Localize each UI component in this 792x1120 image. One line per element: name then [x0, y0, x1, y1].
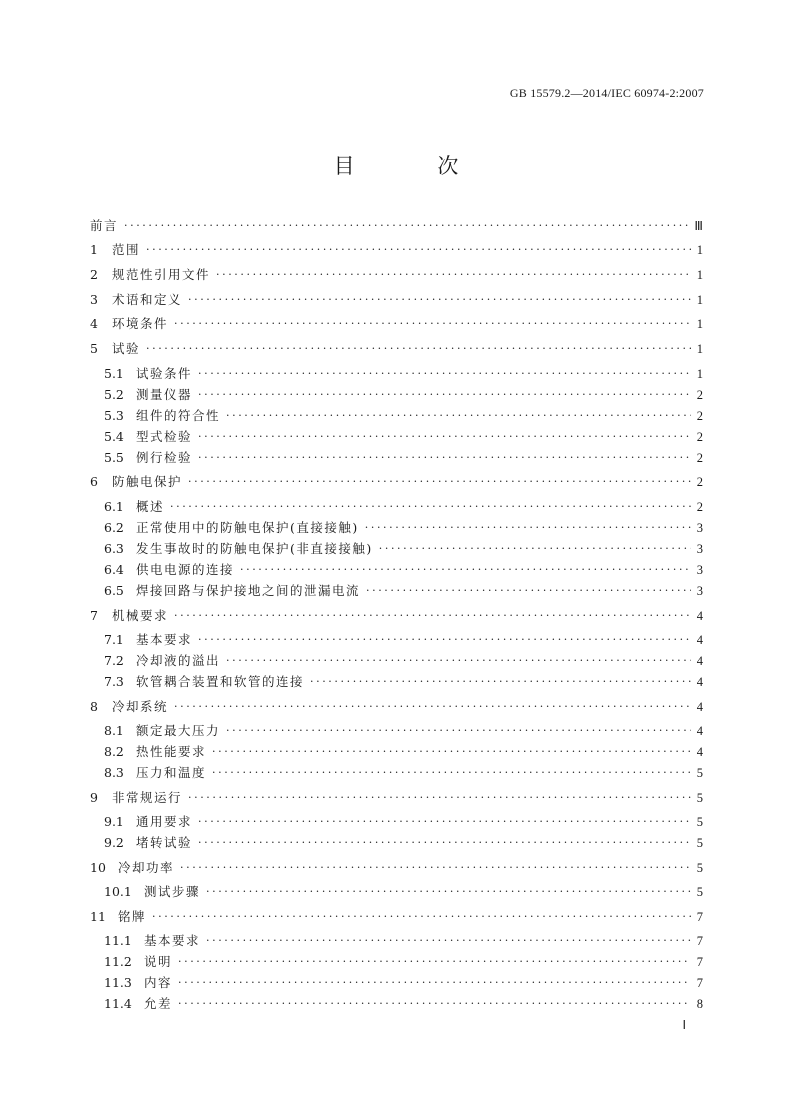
toc-entry-page: 1	[696, 268, 703, 282]
toc-entry-page: 2	[696, 500, 703, 514]
toc-entry-page: 4	[696, 724, 703, 738]
dot-leader	[212, 742, 691, 762]
toc-entry[interactable]	[104, 882, 703, 902]
toc-entry-number: 11.4	[104, 996, 132, 1011]
dot-leader	[152, 907, 691, 927]
toc-entry[interactable]	[90, 472, 703, 492]
toc-entry-label: 组件的符合性	[136, 408, 221, 423]
dot-leader	[174, 314, 691, 334]
dot-leader	[226, 721, 691, 741]
toc-entry-page: 4	[696, 700, 703, 714]
dot-leader	[198, 448, 691, 468]
toc-entry-label: 试验条件	[136, 366, 193, 381]
toc-entry[interactable]	[104, 721, 703, 741]
dot-leader	[206, 931, 691, 951]
toc-entry-label: 软管耦合装置和软管的连接	[136, 674, 305, 689]
toc-entry-number: 5	[90, 341, 98, 356]
toc-entry[interactable]	[90, 858, 703, 878]
toc-entry-page: 5	[696, 766, 703, 780]
toc-entry-page: 2	[696, 409, 703, 423]
toc-entry-page: 2	[696, 451, 703, 465]
toc-entry-page: 1	[696, 317, 703, 331]
dot-leader	[174, 697, 691, 717]
toc-entry-page: 5	[696, 861, 703, 875]
toc-entry-page: 8	[696, 997, 703, 1011]
toc-entry-number: 11.1	[104, 933, 132, 948]
toc-entry-page: 3	[696, 542, 703, 556]
toc-entry[interactable]	[104, 651, 703, 671]
toc-entry-page: 5	[696, 836, 703, 850]
toc-entry-number: 9	[90, 790, 98, 805]
toc-entry-number: 5.2	[104, 387, 124, 402]
standard-number-header: GB 15579.2—2014/IEC 60974-2:2007	[509, 86, 704, 100]
toc-entry-number: 7.3	[104, 674, 124, 689]
toc-entry-label: 冷却系统	[112, 699, 169, 714]
toc-entry[interactable]	[104, 833, 703, 853]
toc-entry[interactable]	[104, 539, 703, 559]
toc-entry-number: 5.3	[104, 408, 124, 423]
toc-entry-label: 非常规运行	[112, 790, 183, 805]
toc-entry[interactable]	[104, 742, 703, 762]
dot-leader	[124, 216, 690, 236]
toc-entry-label: 型式检验	[136, 429, 193, 444]
toc-entry[interactable]	[90, 606, 703, 626]
dot-leader	[188, 788, 691, 808]
toc-entry-label: 说明	[144, 954, 173, 969]
toc-entry-number: 7.2	[104, 653, 124, 668]
dot-leader	[198, 833, 691, 853]
dot-leader	[366, 581, 691, 601]
toc-entry-page: 7	[696, 934, 703, 948]
toc-entry[interactable]	[90, 265, 703, 285]
toc-entry-label: 堵转试验	[136, 835, 193, 850]
dot-leader	[178, 973, 691, 993]
toc-entry-page: 1	[696, 243, 703, 257]
toc-entry-label: 前言	[90, 218, 119, 233]
toc-entry-page: 1	[696, 367, 703, 381]
dot-leader	[240, 560, 691, 580]
toc-entry-number: 6.5	[104, 583, 124, 598]
toc-entry-page: Ⅲ	[694, 219, 703, 233]
dot-leader	[198, 427, 691, 447]
toc-entry[interactable]	[90, 290, 703, 310]
toc-entry[interactable]	[90, 697, 703, 717]
toc-entry-page: 4	[696, 745, 703, 759]
toc-entry-page: 1	[696, 293, 703, 307]
toc-entry-page: 5	[696, 885, 703, 899]
toc-entry-label: 基本要求	[144, 933, 201, 948]
toc-entry-number: 10	[90, 860, 106, 875]
toc-entry-number: 6	[90, 474, 98, 489]
toc-entry-page: 4	[696, 633, 703, 647]
toc-entry-label: 内容	[144, 975, 173, 990]
toc-entry[interactable]	[104, 812, 703, 832]
page-title: 目 次	[333, 154, 497, 178]
dot-leader	[212, 763, 691, 783]
toc-entry[interactable]	[104, 952, 703, 972]
toc-entry-number: 8.3	[104, 765, 124, 780]
toc-entry-label: 正常使用中的防触电保护(直接接触)	[136, 520, 359, 535]
toc-entry-page: 2	[696, 475, 703, 489]
toc-entry-label: 供电电源的连接	[136, 562, 235, 577]
toc-entry-number: 6.1	[104, 499, 124, 514]
toc-entry-label: 压力和温度	[136, 765, 207, 780]
dot-leader	[146, 339, 691, 359]
toc-entry-number: 6.4	[104, 562, 124, 577]
dot-leader	[174, 606, 691, 626]
toc-entry-page: 2	[696, 430, 703, 444]
toc-entry-label: 概述	[136, 499, 165, 514]
dot-leader	[188, 290, 691, 310]
toc-entry-page: 7	[696, 910, 703, 924]
dot-leader	[198, 385, 691, 405]
toc-entry[interactable]	[104, 672, 703, 692]
toc-entry-number: 9.1	[104, 814, 124, 829]
toc-entry-number: 1	[90, 242, 98, 257]
toc-entry[interactable]	[104, 448, 703, 468]
dot-leader	[226, 406, 691, 426]
toc-entry-number: 10.1	[104, 884, 132, 899]
dot-leader	[170, 497, 691, 517]
toc-entry[interactable]	[104, 406, 703, 426]
toc-entry[interactable]	[104, 973, 703, 993]
dot-leader	[206, 882, 691, 902]
toc-entry-page: 5	[696, 791, 703, 805]
toc-entry[interactable]	[90, 216, 703, 236]
dot-leader	[188, 472, 691, 492]
toc-entry-page: 3	[696, 584, 703, 598]
toc-entry-page: 1	[696, 342, 703, 356]
toc-entry-page: 4	[696, 654, 703, 668]
toc-entry-number: 8	[90, 699, 98, 714]
toc-entry[interactable]	[90, 240, 703, 260]
toc-entry-number: 11.2	[104, 954, 132, 969]
toc-entry[interactable]	[104, 518, 703, 538]
toc-entry-number: 6.3	[104, 541, 124, 556]
toc-entry[interactable]	[104, 364, 703, 384]
toc-entry-number: 3	[90, 292, 98, 307]
toc-entry-number: 5.5	[104, 450, 124, 465]
toc-entry-label: 规范性引用文件	[112, 267, 211, 282]
toc-entry-number: 11.3	[104, 975, 132, 990]
toc-entry-number: 7.1	[104, 632, 124, 647]
dot-leader	[198, 630, 691, 650]
dot-leader	[178, 994, 691, 1014]
toc-entry-number: 2	[90, 267, 98, 282]
toc-entry-number: 5.1	[104, 366, 124, 381]
toc-entry[interactable]	[90, 339, 703, 359]
toc-entry[interactable]	[104, 630, 703, 650]
toc-entry[interactable]	[104, 385, 703, 405]
toc-entry-label: 例行检验	[136, 450, 193, 465]
dot-leader	[379, 539, 691, 559]
toc-entry-label: 冷却功率	[118, 860, 175, 875]
dot-leader	[310, 672, 691, 692]
toc-entry-number: 5.4	[104, 429, 124, 444]
toc-entry-label: 环境条件	[112, 316, 169, 331]
toc-entry-number: 8.1	[104, 723, 124, 738]
toc-entry-number: 11	[90, 909, 106, 924]
toc-entry-number: 7	[90, 608, 98, 623]
toc-entry-label: 额定最大压力	[136, 723, 221, 738]
toc-entry-label: 基本要求	[136, 632, 193, 647]
dot-leader	[198, 812, 691, 832]
toc-entry-page: 7	[696, 976, 703, 990]
toc-entry-label: 范围	[112, 242, 141, 257]
dot-leader	[216, 265, 691, 285]
toc-entry-number: 4	[90, 316, 98, 331]
toc-entry[interactable]	[104, 427, 703, 447]
dot-leader	[365, 518, 691, 538]
toc-entry[interactable]	[90, 314, 703, 334]
toc-entry-label: 焊接回路与保护接地之间的泄漏电流	[136, 583, 361, 598]
toc-entry-label: 试验	[112, 341, 141, 356]
dot-leader	[198, 364, 691, 384]
toc-entry-label: 防触电保护	[112, 474, 183, 489]
toc-entry-page: 3	[696, 563, 703, 577]
dot-leader	[226, 651, 691, 671]
toc-entry-number: 6.2	[104, 520, 124, 535]
toc-entry-number: 8.2	[104, 744, 124, 759]
toc-entry-page: 7	[696, 955, 703, 969]
dot-leader	[180, 858, 691, 878]
toc-entry[interactable]	[104, 931, 703, 951]
toc-entry[interactable]	[104, 763, 703, 783]
toc-entry-label: 铭牌	[118, 909, 147, 924]
toc-entry[interactable]	[90, 907, 703, 927]
toc-entry-page: 2	[696, 388, 703, 402]
toc-entry[interactable]	[104, 581, 703, 601]
toc-entry-label: 热性能要求	[136, 744, 207, 759]
toc-entry[interactable]	[90, 788, 703, 808]
toc-entry-label: 术语和定义	[112, 292, 183, 307]
toc-entry-label: 发生事故时的防触电保护(非直接接触)	[136, 541, 373, 556]
toc-entry-page: 5	[696, 815, 703, 829]
toc-entry-label: 通用要求	[136, 814, 193, 829]
dot-leader	[178, 952, 691, 972]
toc-entry[interactable]	[104, 497, 703, 517]
dot-leader	[146, 240, 691, 260]
toc-entry-label: 测量仪器	[136, 387, 193, 402]
toc-entry-page: 3	[696, 521, 703, 535]
toc-entry-label: 测试步骤	[144, 884, 201, 899]
toc-entry-page: 4	[696, 609, 703, 623]
page-number: Ⅰ	[682, 1018, 686, 1032]
toc-entry-label: 冷却液的溢出	[136, 653, 221, 668]
toc-entry-label: 允差	[144, 996, 173, 1011]
toc-entry-label: 机械要求	[112, 608, 169, 623]
toc-entry-number: 9.2	[104, 835, 124, 850]
toc-entry[interactable]	[104, 994, 703, 1014]
toc-entry[interactable]	[104, 560, 703, 580]
toc-entry-page: 4	[696, 675, 703, 689]
